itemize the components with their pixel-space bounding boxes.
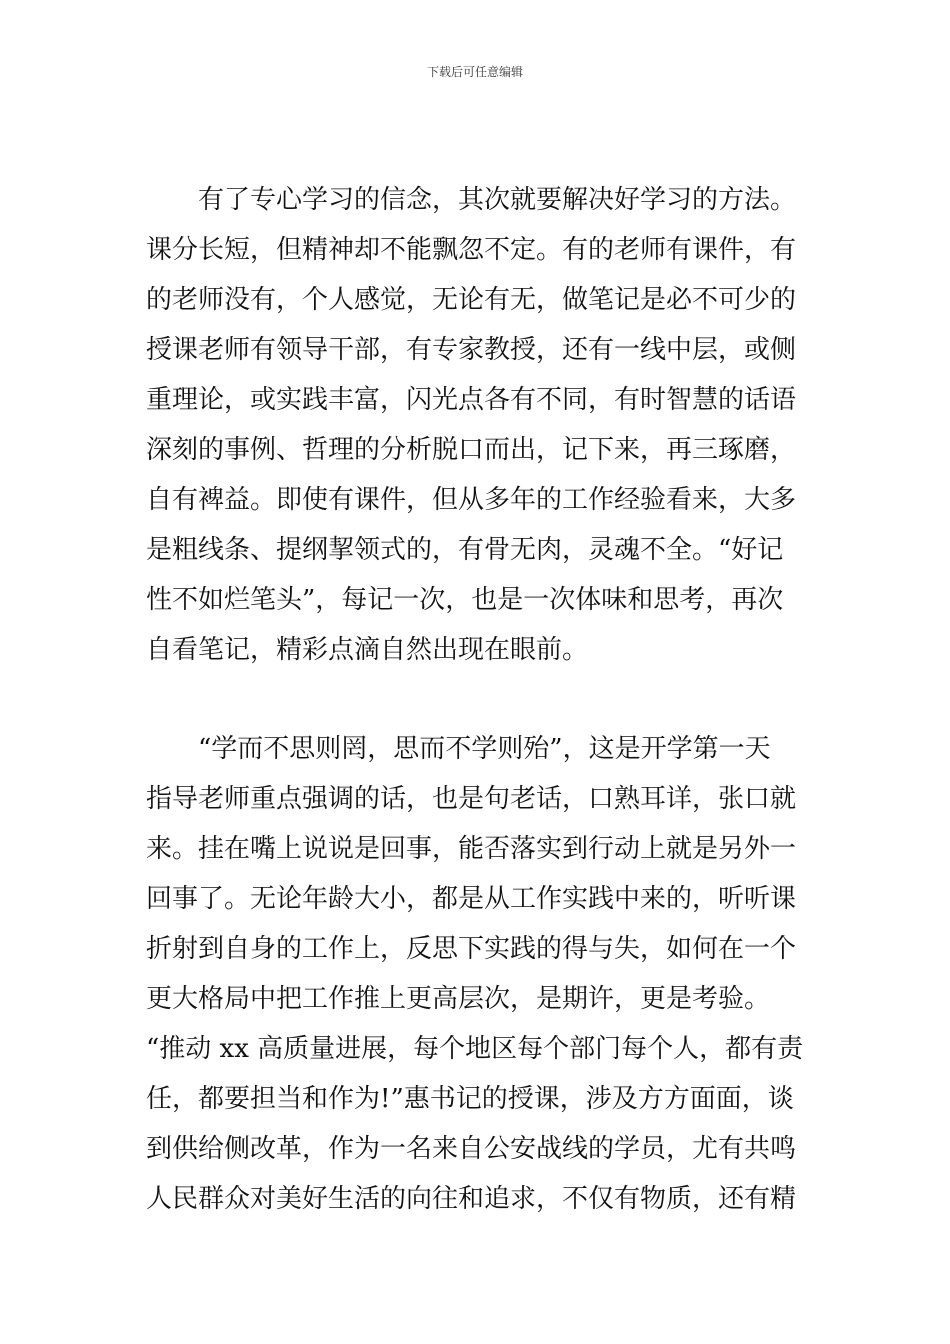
document-body <box>146 175 812 1224</box>
paragraph-spacer <box>146 675 812 724</box>
text-line: 折射到自身的工作上，反思下实践的得与失，如何在一个 <box>146 934 797 964</box>
text-line: 自看笔记，精彩点滴自然出现在眼前。 <box>146 635 589 665</box>
text-line: “学而不思则罔，思而不学则殆”，这是开学第一天 <box>146 734 771 764</box>
text-line: 回事了。无论年龄大小，都是从工作实践中来的，听听课 <box>146 884 797 914</box>
text-line: “推动 xx 高质量进展，每个地区每个部门每个人，都有责 <box>146 1034 804 1064</box>
text-line: 任，都要担当和作为!”惠书记的授课，涉及方方面面，谈 <box>146 1084 794 1114</box>
text-line: 性不如烂笔头”，每记一次，也是一次体味和思考，再次 <box>146 585 784 615</box>
text-line: 人民群众对美好生活的向往和追求，不仅有物质，还有精 <box>146 1184 797 1214</box>
text-line: 是粗线条、提纲挈领式的，有骨无肉，灵魂不全。“好记 <box>146 535 784 565</box>
text-line: 指导老师重点强调的话，也是句老话，口熟耳详，张口就 <box>146 784 797 814</box>
paragraph-2 <box>146 724 812 1224</box>
paragraph-1 <box>146 175 812 675</box>
text-line: 的老师没有，个人感觉，无论有无，做笔记是必不可少的 <box>146 285 797 315</box>
text-line: 课分长短，但精神却不能飘忽不定。有的老师有课件，有 <box>146 235 797 265</box>
text-line: 更大格局中把工作推上更高层次，是期许，更是考验。 <box>146 984 771 1014</box>
text-line: 深刻的事例、哲理的分析脱口而出，记下来，再三琢磨， <box>146 435 797 465</box>
text-line: 有了专心学习的信念，其次就要解决好学习的方法。 <box>146 185 797 215</box>
text-line: 来。挂在嘴上说说是回事，能否落实到行动上就是另外一 <box>146 834 797 864</box>
text-line: 重理论，或实践丰富，闪光点各有不同，有时智慧的话语 <box>146 385 797 415</box>
text-line: 到供给侧改革，作为一名来自公安战线的学员，尤有共鸣 <box>146 1134 797 1164</box>
text-line: 授课老师有领导干部，有专家教授，还有一线中层，或侧 <box>146 335 797 365</box>
page-header: 下载后可任意编辑 <box>426 65 523 79</box>
text-line: 自有裨益。即使有课件，但从多年的工作经验看来，大多 <box>146 485 797 515</box>
